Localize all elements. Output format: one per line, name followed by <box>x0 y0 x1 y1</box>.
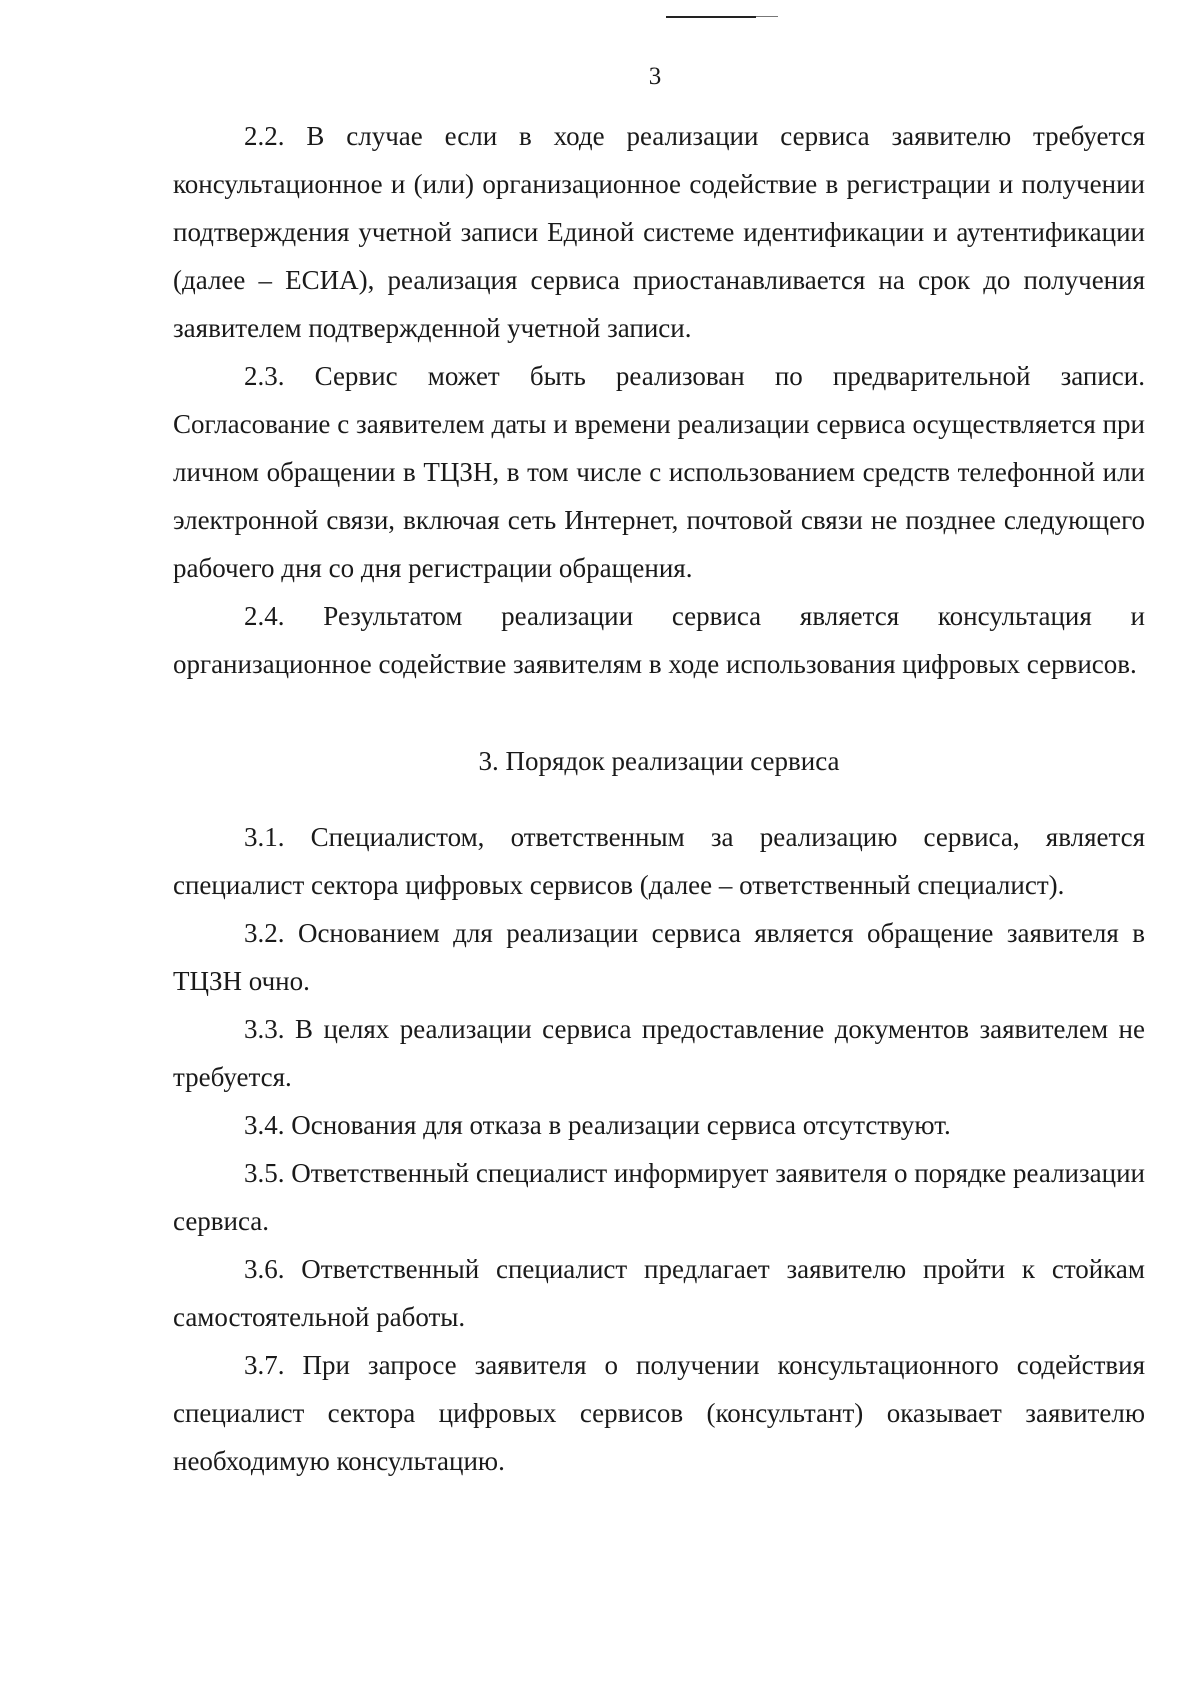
paragraph-2-3: 2.3. Сервис может быть реализован по предварительной записи. Согласование с заявителем даты и времени реализации сервиса осуществляется при личном обращении в ТЦЗН, в том числе с использованием средств телефонной или электронной связи, включая сеть Интернет, почтовой связи не позднее следующего рабочего дня со дня регистрации обращения. <box>173 361 1145 583</box>
page-number: 3 <box>648 63 662 90</box>
top-rule-line-tail <box>756 16 778 17</box>
section-spacer <box>173 785 1145 813</box>
document-body <box>173 112 1145 1485</box>
paragraph-3-5: 3.5. Ответственный специалист информирует заявителя о порядке реализации сервиса. <box>173 1158 1145 1236</box>
section-spacer <box>173 688 1145 737</box>
section-3-heading: 3. Порядок реализации сервиса <box>478 746 840 776</box>
top-rule-line <box>666 16 756 18</box>
paragraph-3-2: 3.2. Основанием для реализации сервиса является обращение заявителя в ТЦЗН очно. <box>173 918 1145 996</box>
paragraph-3-1: 3.1. Специалистом, ответственным за реализацию сервиса, является специалист сектора цифровых сервисов (далее – ответственный специалист). <box>173 822 1145 900</box>
paragraph-3-4: 3.4. Основания для отказа в реализации сервиса отсутствуют. <box>244 1110 951 1140</box>
paragraph-2-2: 2.2. В случае если в ходе реализации сервиса заявителю требуется консультационное и (или) организационное содействие в регистрации и получении подтверждения учетной записи Единой системе идентификации и аутентификации (далее – ЕСИА), реализация сервиса приостанавливается на срок до получения заявителем подтвержденной учетной записи. <box>173 121 1145 343</box>
paragraph-3-6: 3.6. Ответственный специалист предлагает заявителю пройти к стойкам самостоятельной работы. <box>173 1254 1145 1332</box>
paragraph-3-3: 3.3. В целях реализации сервиса предоставление документов заявителем не требуется. <box>173 1014 1145 1092</box>
paragraph-3-7: 3.7. При запросе заявителя о получении консультационного содействия специалист сектора цифровых сервисов (консультант) оказывает заявителю необходимую консультацию. <box>173 1350 1145 1476</box>
paragraph-2-4: 2.4. Результатом реализации сервиса является консультация и организационное содействие заявителям в ходе использования цифровых сервисов. <box>173 601 1145 679</box>
